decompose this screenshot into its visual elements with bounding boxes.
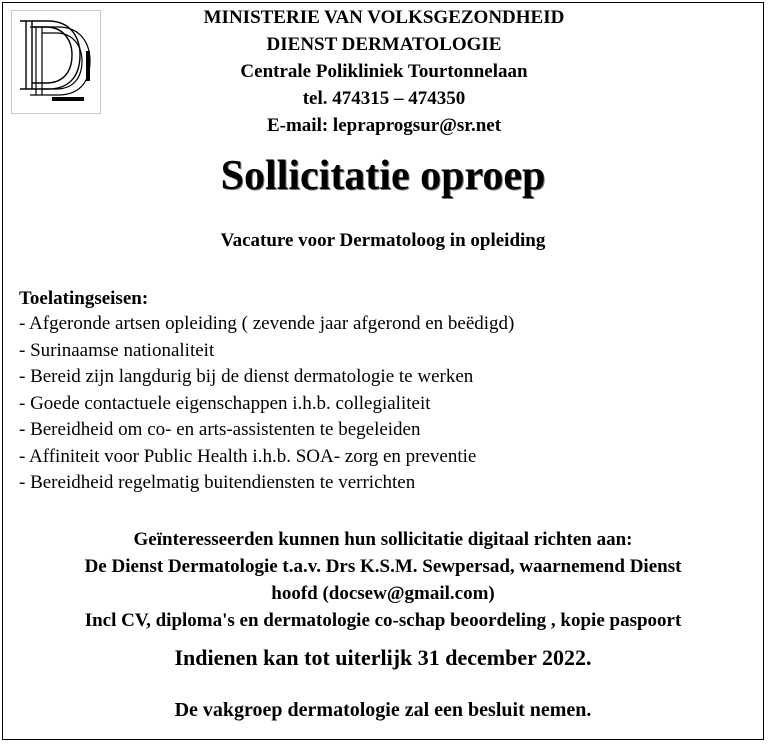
deadline-notice: Indienen kan tot uiterlijk 31 december 2022. [174,645,592,670]
requirements-heading: Toelatingseisen: [19,288,149,309]
department-name: DIENST DERMATOLOGIE [266,34,502,55]
contact-recipient: De Dienst Dermatologie t.a.v. Drs K.S.M. Sewpersad, waarnemend Dienst [84,556,682,577]
list-item: - Affiniteit voor Public Health i.h.b. SOA- zorg en preventie [19,445,477,467]
vacancy-subtitle: Vacature voor Dermatoloog in opleiding [220,230,546,251]
list-item: - Afgeronde artsen opleiding ( zevende jaar afgerond en beëdigd) [19,313,515,334]
announcement-page [2,2,764,740]
list-item: - Goede contactuele eigenschappen i.h.b. collegialiteit [19,392,431,414]
contact-email: hoofd (docsew@gmail.com) [271,583,495,604]
email-address: E-mail: lepraprogsur@sr.net [266,115,502,136]
ministry-name: MINISTERIE VAN VOLKSGEZONDHEID [203,7,565,28]
list-item: - Bereidheid om co- en arts-assistenten te begeleiden [19,419,421,440]
closing-statement: De vakgroep dermatologie zal een besluit nemen. [174,699,592,721]
list-item: - Bereid zijn langdurig bij de dienst dermatologie te werken [19,366,474,387]
requirements-list [19,311,514,497]
address: Centrale Polikliniek Tourtonnelaan [240,61,528,82]
list-item: - Bereidheid regelmatig buitendiensten te verrichten [19,472,416,493]
list-item: - Surinaamse nationaliteit [19,339,215,361]
phone-numbers: tel. 474315 – 474350 [302,88,466,109]
page-title: Sollicitatie oproep [220,153,546,199]
required-documents: Incl CV, diploma's en dermatologie co-schap beoordeling , kopie paspoort [84,610,682,631]
contact-intro: Geïnteresseerden kunnen hun sollicitatie digitaal richten aan: [133,529,633,550]
